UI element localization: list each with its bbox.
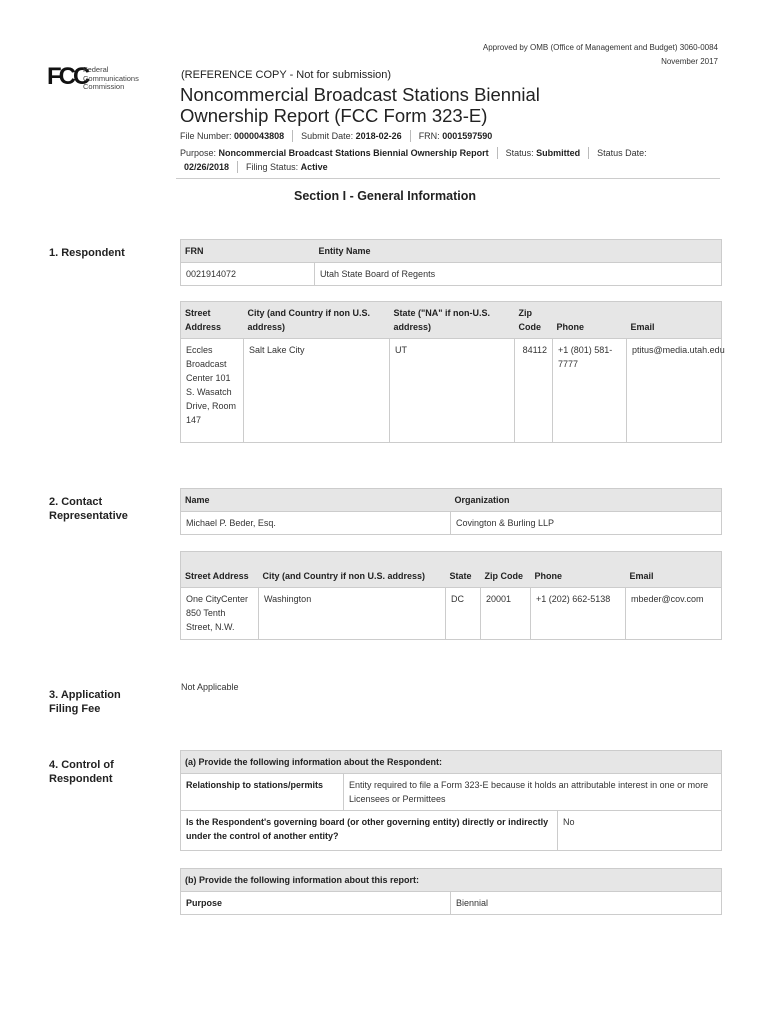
col-header-state: State ("NA" if non-U.S. address) <box>390 302 515 339</box>
report-purpose-label: Purpose <box>181 892 451 915</box>
relationship-value: Entity required to file a Form 323-E because it holds an attributable interest in one or more Licensees or Permittees <box>344 774 722 811</box>
respondent-frn: 0021914072 <box>181 263 315 286</box>
respondent-street: Eccles Broadcast Center 101 S. Wasatch Drive, Room 147 <box>181 339 244 443</box>
contact-city: Washington <box>259 588 446 640</box>
report-purpose-value: Biennial <box>451 892 722 915</box>
col-header-frn: FRN <box>181 240 315 263</box>
contact-street: One CityCenter 850 Tenth Street, N.W. <box>181 588 259 640</box>
section-title: Section I - General Information <box>294 189 476 203</box>
submit-date: 2018-02-26 <box>355 131 402 141</box>
respondent-entity-table <box>180 239 722 286</box>
contact-address-table <box>180 551 722 640</box>
respondent-email: ptitus@media.utah.edu <box>627 339 722 443</box>
header-divider <box>176 178 720 179</box>
respondent-address-table <box>180 301 725 443</box>
col-header-city: City (and Country if non U.S. address) <box>244 302 390 339</box>
relationship-label: Relationship to stations/permits <box>181 774 344 811</box>
status-value: Submitted <box>536 148 581 158</box>
contact-state: DC <box>446 588 481 640</box>
contact-zip: 20001 <box>481 588 531 640</box>
fee-value: Not Applicable <box>181 682 239 692</box>
col-header-entity-name: Entity Name <box>315 240 722 263</box>
governing-question: Is the Respondent's governing board (or other governing entity) directly or indirectly under the control of another entity? <box>181 811 558 851</box>
control-label: 4. Control of Respondent <box>49 759 114 785</box>
contact-name-table <box>180 488 722 535</box>
col-header-zip: Zip Code <box>515 302 553 339</box>
control-a-header: (a) Provide the following information about the Respondent: <box>181 751 722 774</box>
purpose-value: Noncommercial Broadcast Stations Biennial Ownership Report <box>218 148 489 158</box>
fcc-logo-mark: FCC <box>47 63 88 90</box>
status-date-value: 02/26/2018 <box>184 162 230 172</box>
respondent-city: Salt Lake City <box>244 339 390 443</box>
col-header-phone: Phone <box>553 302 627 339</box>
respondent-label: 1. Respondent <box>49 247 125 259</box>
governing-answer: No <box>558 811 722 851</box>
col-header-email: Email <box>627 302 722 339</box>
col-header-city: City (and Country if non U.S. address) <box>259 552 446 588</box>
col-header-state: State <box>446 552 481 588</box>
contact-phone: +1 (202) 662-5138 <box>531 588 626 640</box>
page-title: Noncommercial Broadcast Stations Biennial Ownership Report (FCC Form 323-E) <box>180 84 540 126</box>
filing-status-value: Active <box>300 162 328 172</box>
fee-label: 3. Application Filing Fee <box>49 689 121 715</box>
col-header-email: Email <box>626 552 722 588</box>
respondent-entity-name: Utah State Board of Regents <box>315 263 722 286</box>
filing-meta-row-2: Purpose: Noncommercial Broadcast Stations Biennial Ownership Report Status: Submitted Status Date: <box>180 148 647 158</box>
control-a-table <box>180 750 722 851</box>
fcc-logo-text: Federal Communications Commission <box>83 65 139 91</box>
filing-meta-row-1: File Number: 0000043808 Submit Date: 2018-02-26 FRN: 0001597590 <box>180 131 493 141</box>
col-header-zip: Zip Code <box>481 552 531 588</box>
contact-label: 2. Contact Representative <box>49 496 128 522</box>
reference-copy-note: (REFERENCE COPY - Not for submission) <box>181 69 392 81</box>
respondent-state: UT <box>390 339 515 443</box>
contact-name: Michael P. Beder, Esq. <box>181 512 451 535</box>
respondent-phone: +1 (801) 581-7777 <box>553 339 627 443</box>
col-header-organization: Organization <box>451 489 722 512</box>
respondent-zip: 84112 <box>515 339 553 443</box>
control-b-table <box>180 868 722 915</box>
contact-organization: Covington & Burling LLP <box>451 512 722 535</box>
omb-approval-line: Approved by OMB (Office of Management and Budget) 3060-0084 <box>482 43 718 52</box>
contact-email: mbeder@cov.com <box>626 588 722 640</box>
control-b-header: (b) Provide the following information about this report: <box>181 869 722 892</box>
col-header-phone: Phone <box>531 552 626 588</box>
filing-meta-row-3: 02/26/2018 Filing Status: Active <box>184 162 328 172</box>
fcc-logo <box>47 64 157 94</box>
omb-approval-date: November 2017 <box>661 57 718 66</box>
file-number: 0000043808 <box>234 131 285 141</box>
col-header-street: Street Address <box>181 552 259 588</box>
col-header-name: Name <box>181 489 451 512</box>
frn-value: 0001597590 <box>442 131 493 141</box>
col-header-street: Street Address <box>181 302 244 339</box>
